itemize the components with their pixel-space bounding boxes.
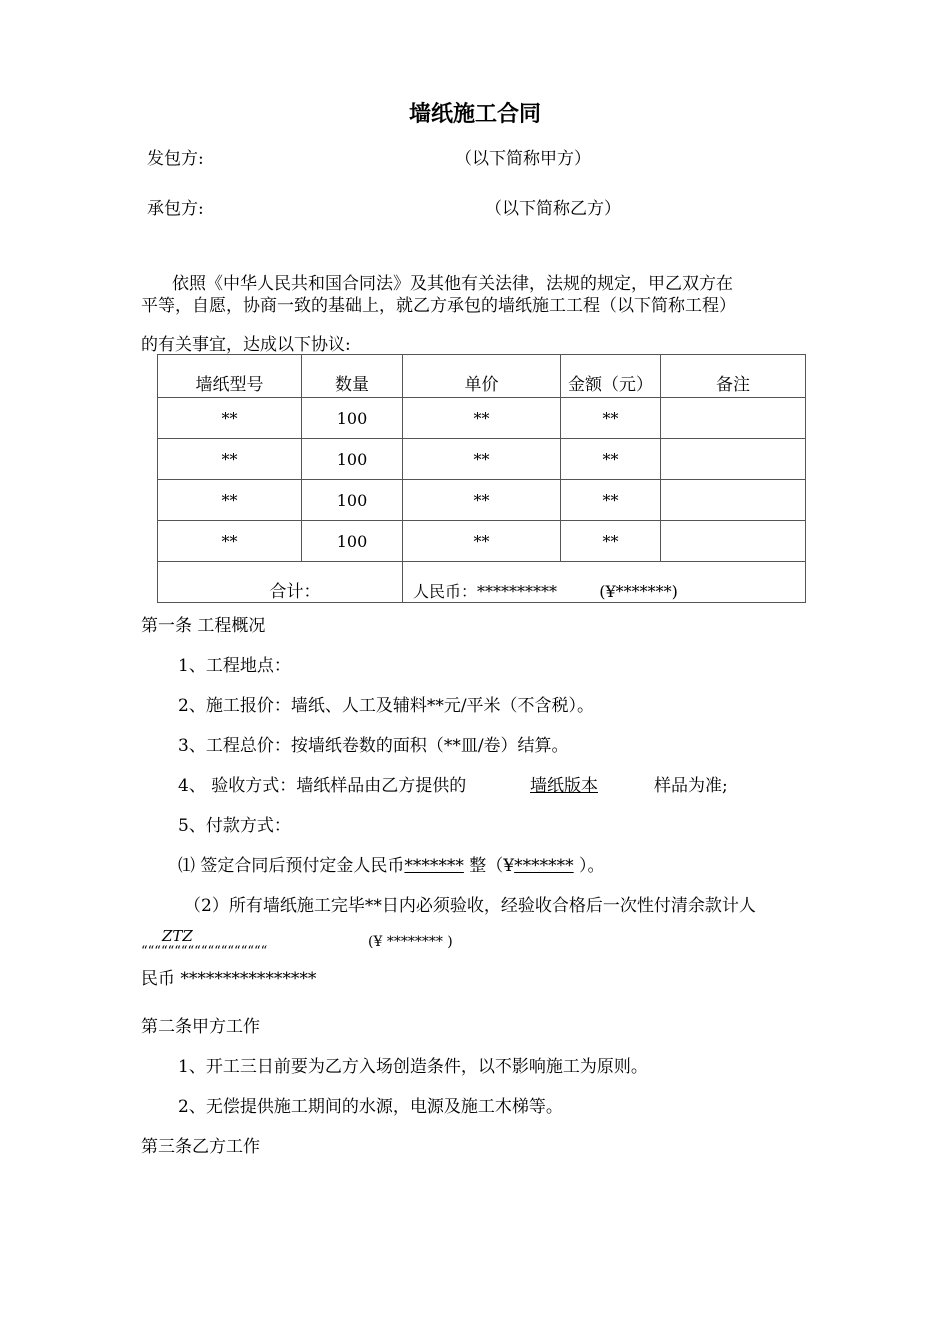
payment-2-yen: (¥ ******** )	[368, 934, 453, 950]
cell-unit-price: **	[403, 480, 561, 521]
payment-1-amount: *******	[404, 856, 464, 876]
header-remark: 备注	[661, 355, 806, 398]
table-total-row	[158, 562, 806, 603]
total-yen: (¥*******)	[599, 582, 678, 601]
party-b-note: （以下简称乙方）	[485, 199, 621, 219]
article-2-item-2: 2、无偿提供施工期间的水源，电源及施工木梯等。	[178, 1097, 563, 1117]
total-value-cell	[403, 562, 806, 603]
quote-marks-line: “““““““““““““““““““	[141, 944, 268, 959]
article-1-item-2: 2、施工报价：墙纸、人工及辅料**元/平米（不含税）。	[178, 696, 595, 716]
payment-1-suffix: ）。	[573, 856, 605, 876]
payment-2-line: （2）所有墙纸施工完毕**日内必须验收，经验收合格后一次性付清余款计人	[184, 896, 756, 916]
total-label-cell	[158, 562, 403, 603]
cell-amount: **	[561, 439, 661, 480]
party-a-note: （以下简称甲方）	[455, 149, 591, 169]
cell-model: **	[158, 439, 302, 480]
article-2-heading: 第二条甲方工作	[141, 1017, 260, 1037]
cell-quantity: 100	[302, 398, 403, 439]
payment-1-yen: *******	[514, 856, 574, 876]
cell-remark	[661, 398, 806, 439]
cell-amount: **	[561, 398, 661, 439]
cell-remark	[661, 439, 806, 480]
cell-amount: **	[561, 480, 661, 521]
cell-model: **	[158, 521, 302, 562]
payment-2-rmb: 民币 ****************	[141, 969, 317, 989]
cell-quantity: 100	[302, 480, 403, 521]
wallpaper-items-table	[157, 354, 806, 603]
table-row	[158, 521, 806, 562]
cell-unit-price: **	[403, 439, 561, 480]
article-1-heading: 第一条 工程概况	[141, 616, 266, 636]
cell-quantity: 100	[302, 439, 403, 480]
header-quantity: 数量	[302, 355, 403, 398]
header-model: 墙纸型号	[158, 355, 302, 398]
intro-line-3: 的有关事宜，达成以下协议:	[141, 335, 351, 355]
payment-1-prefix: ⑴ 签定合同后预付定金人民币	[178, 856, 405, 876]
total-rmb: 人民币：**********	[413, 582, 558, 601]
intro-line-2: 平等，自愿，协商一致的基础上，就乙方承包的墙纸施工工程（以下简称工程）	[141, 296, 736, 316]
article-1-item-1: 1、工程地点：	[178, 656, 291, 676]
cell-model: **	[158, 480, 302, 521]
article-1-item-3: 3、工程总价：按墙纸卷数的面积（**皿/卷）结算。	[178, 736, 569, 756]
article-1-item-5: 5、付款方式：	[178, 816, 291, 836]
table-row	[158, 480, 806, 521]
ztz-mark: ZTZ	[162, 927, 193, 945]
total-label: 合计：	[269, 582, 321, 602]
cell-unit-price: **	[403, 398, 561, 439]
article-3-heading: 第三条乙方工作	[141, 1137, 260, 1157]
cell-amount: **	[561, 521, 661, 562]
cell-model: **	[158, 398, 302, 439]
header-amount: 金额（元）	[561, 355, 661, 398]
header-unit-price: 单价	[403, 355, 561, 398]
article-1-item-4-prefix: 4、 验收方式：墙纸样品由乙方提供的	[178, 776, 467, 796]
payment-1-line	[178, 856, 605, 876]
table-header-row	[158, 355, 806, 398]
party-b-label: 承包方:	[147, 199, 204, 219]
article-2-item-1: 1、开工三日前要为乙方入场创造条件，以不影响施工为原则。	[178, 1057, 648, 1077]
cell-remark	[661, 480, 806, 521]
article-1-item-4-suffix: 样品为准;	[654, 776, 728, 796]
cell-remark	[661, 521, 806, 562]
document-title: 墙纸施工合同	[408, 101, 541, 127]
party-a-label: 发包方:	[147, 149, 204, 169]
table-row	[158, 439, 806, 480]
cell-unit-price: **	[403, 521, 561, 562]
article-1-item-4-underlined: 墙纸版本	[530, 776, 598, 796]
intro-line-1: 依照《中华人民共和国合同法》及其他有关法律，法规的规定，甲乙双方在	[172, 274, 733, 294]
cell-quantity: 100	[302, 521, 403, 562]
table-row	[158, 398, 806, 439]
payment-1-mid: 整（¥	[463, 856, 515, 876]
